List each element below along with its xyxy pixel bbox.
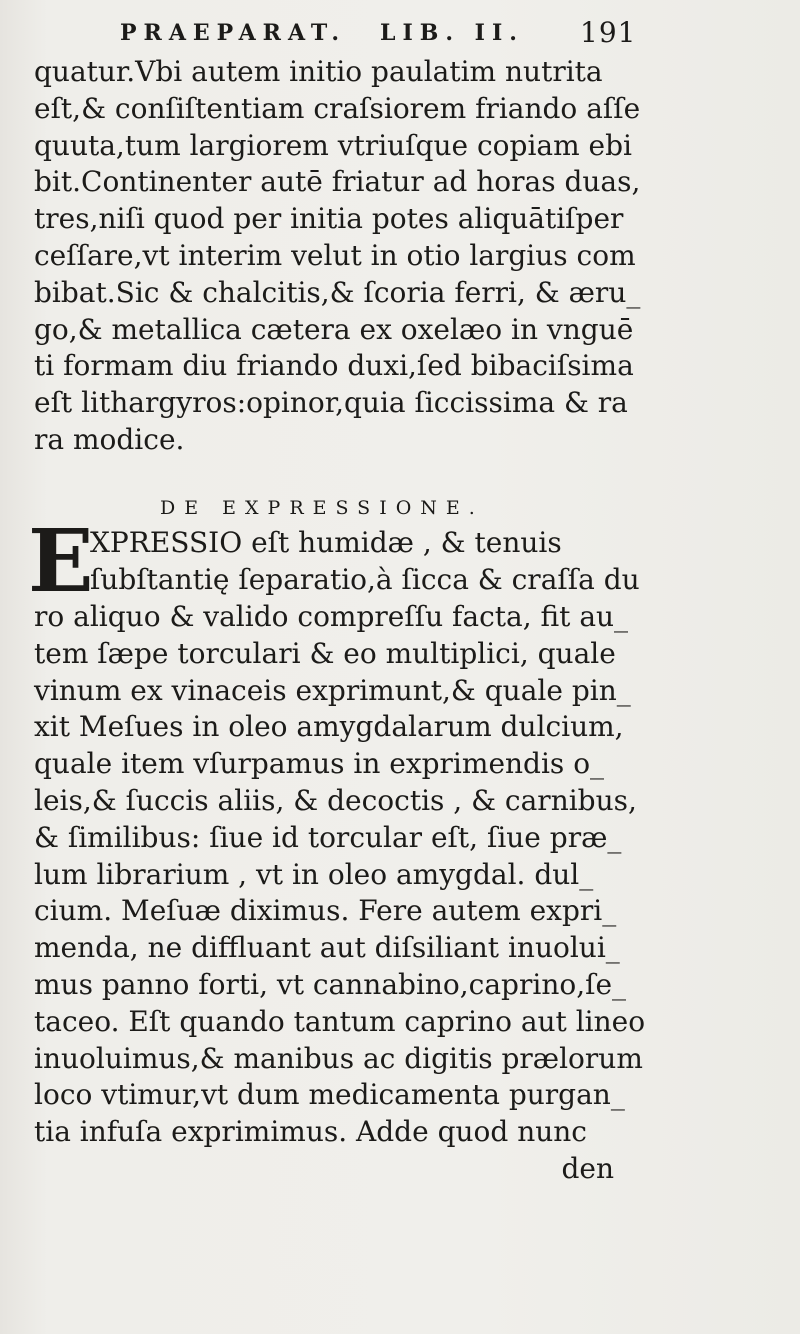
text-line: quuta,tum largiorem vtriuſque copiam ebi: [34, 128, 632, 162]
text-line: quale item vſurpamus in exprimendis o_: [34, 747, 605, 781]
paragraph-body: [34, 599, 646, 1188]
text-line: bibat.Sic & chalcitis,& ſcoria ferri, & æru_: [34, 275, 641, 309]
section-heading: DE EXPRESSIONE.: [160, 497, 484, 519]
text-line: tres,niſi quod per initia potes aliquātiſper: [34, 202, 624, 236]
text-line: & ſimilibus: ſiue id torcular eſt, ſiue præ_: [34, 820, 622, 854]
text-line: cium. Meſuæ diximus. Fere autem expri_: [34, 894, 617, 928]
text-line: ſubſtantię ſeparatio,à ſicca & craſſa du: [90, 562, 640, 596]
text-line: mus panno forti, vt cannabino,caprino,ſe_: [34, 967, 627, 1001]
text-line: ro aliquo & valido compreſſu facta, fit au_: [34, 600, 629, 633]
text-line: tia infuſa exprimimus. Adde quod nunc: [34, 1115, 587, 1149]
text-line: ra modice.: [34, 422, 185, 456]
text-line: inuoluimus,& manibus ac digitis prælorum: [34, 1041, 643, 1075]
text-line: go,& metallica cætera ex oxelæo in vnguē: [34, 312, 634, 346]
text-line: ceſſare,vt interim velut in otio largius com: [34, 238, 636, 272]
text-line: lum librarium , vt in oleo amygdal. dul_: [34, 857, 594, 891]
catchword: den: [561, 1151, 614, 1185]
text-line: leis,& ſuccis aliis, & decoctis , & carnibus,: [34, 783, 637, 817]
text-line: menda, ne diffluant aut diſsiliant inuolui_: [34, 931, 620, 965]
paragraph-opening: [90, 525, 640, 599]
paragraph-continued: [34, 54, 641, 459]
text-line: loco vtimur,vt dum medicamenta purgan_: [34, 1078, 625, 1112]
text-line: taceo. Eſt quando tantum caprino aut lineo: [34, 1004, 646, 1038]
text-line: quatur.Vbi autem initio paulatim nutrita: [34, 55, 603, 88]
running-title: PRAEPARAT.: [120, 20, 347, 46]
text-line: ti formam diu friando duxi,ſed bibaciſsima: [34, 349, 634, 383]
text-line: vinum ex vinaceis exprimunt,& quale pin_: [34, 673, 631, 707]
drop-cap: E: [28, 511, 94, 612]
text-line: bit.Continenter autē friatur ad horas duas,: [34, 165, 641, 199]
text-line: eſt,& conſiſtentiam craſsiorem friando aſſe: [34, 91, 641, 125]
text-line: xit Meſues in oleo amygdalarum dulcium,: [34, 710, 624, 744]
text-line: tem ſæpe torculari & eo multiplici, quale: [34, 636, 616, 670]
text-line: XPRESSIO eſt humidæ , & tenuis: [90, 526, 562, 559]
book-number: LIB. II.: [380, 20, 524, 46]
text-line: eſt lithargyros:opinor,quia ſiccissima & ra: [34, 386, 628, 420]
running-header: [120, 14, 660, 54]
page-number: 191: [580, 16, 637, 49]
